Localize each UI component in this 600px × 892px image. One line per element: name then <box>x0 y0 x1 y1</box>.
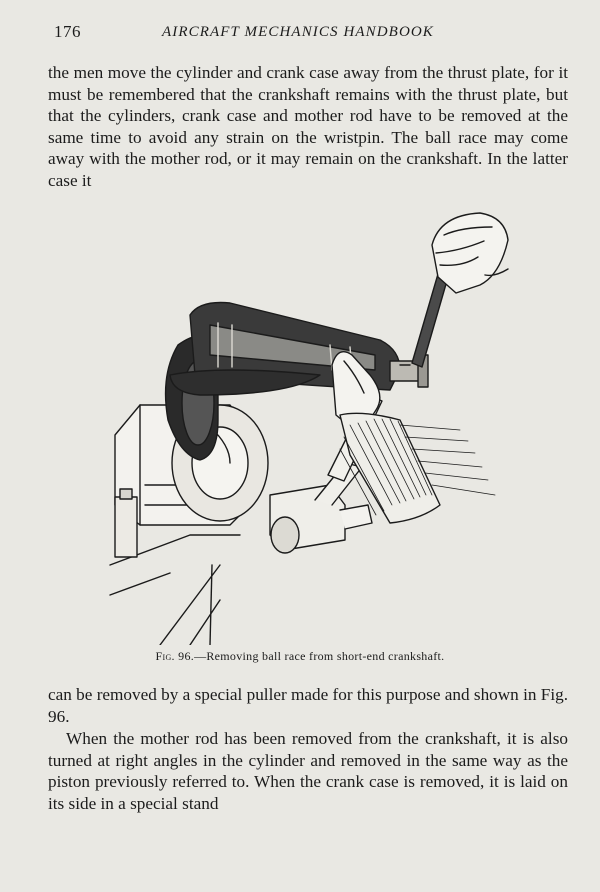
page-header <box>54 22 566 46</box>
running-title: AIRCRAFT MECHANICS HANDBOOK <box>162 24 434 40</box>
page-number: 176 <box>54 22 81 41</box>
figure-caption <box>0 649 600 664</box>
figure-label: Fig. 96. <box>155 649 195 663</box>
paragraph-1: the men move the cylinder and crank case away from the thrust plate, for it must be remembered that the crankshaft remains with the thrust plate, but that the cylinders, crank case and mother rod have to be removed at the same time to avoid any strain on the wristpin. The ball race may come away with the mother rod, or it may remain on the crankshaft. In the latter case it <box>48 63 568 190</box>
figure-caption-text: —Removing ball race from short-end crankshaft. <box>194 649 445 663</box>
paragraph-3: When the mother rod has been removed from the crankshaft, it is also turned at right angles in the cylinder and removed in the same way as the piston previously referred to. When the crank case is removed, it is laid on its side in a special stand <box>48 729 568 813</box>
ball-race-puller-illustration <box>100 205 520 645</box>
paragraph-2: can be removed by a special puller made for this purpose and shown in Fig. 96. <box>48 685 568 726</box>
